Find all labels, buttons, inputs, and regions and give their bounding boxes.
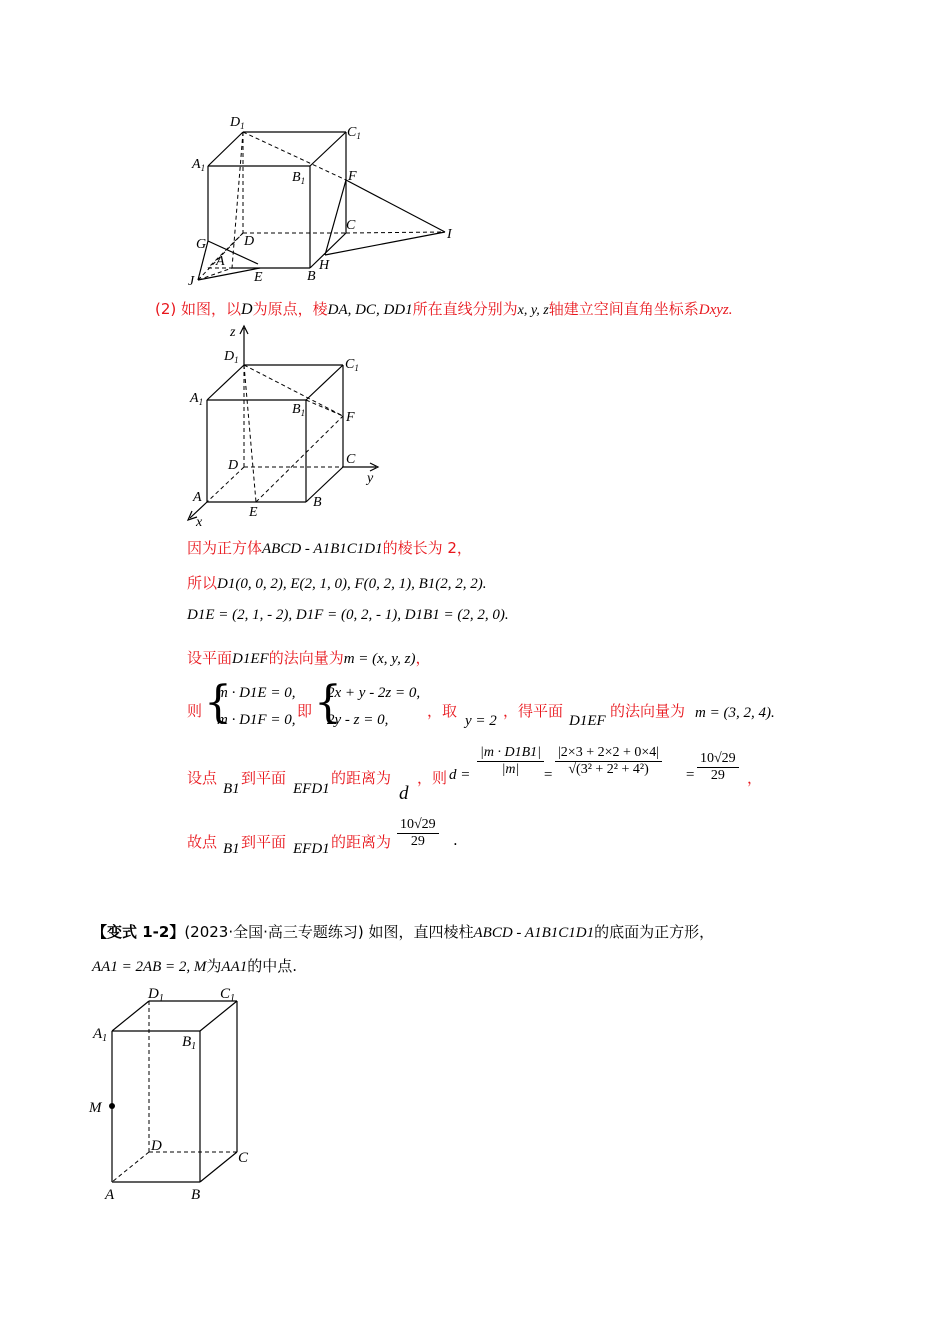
label-D1: $D_1$ xyxy=(224,349,239,365)
label-E: E xyxy=(249,505,258,520)
solution-line-3 xyxy=(187,607,509,624)
label-C: C xyxy=(238,1150,249,1166)
point-M xyxy=(109,1103,115,1109)
part2-line xyxy=(155,298,733,319)
sol4-e: ， xyxy=(415,649,431,667)
part2-edges: DA, DC, DD1 xyxy=(327,302,413,318)
sol5-a: 则 xyxy=(187,702,203,720)
sol3: D1E = (2, 1, - 2), D1F = (0, 2, - 1), D1B1 = (2, 2, 0). xyxy=(187,607,509,623)
variant-rest: 的底面为正方形， xyxy=(594,923,715,941)
sol6-eq2: = xyxy=(685,767,696,783)
frac2-den: √(3² + 2² + 4²) xyxy=(568,762,649,777)
sol6-h: d = xyxy=(449,767,471,783)
label-B1: $B_1$ xyxy=(292,170,306,186)
label-B1: $B_1$ xyxy=(292,402,306,418)
figure-prism xyxy=(85,980,265,1205)
label-C1: $C_1$ xyxy=(347,125,361,141)
sol6-a: 设点 xyxy=(187,769,218,787)
variant-prism: ABCD - A1B1C1D1 xyxy=(473,925,595,941)
label-H: H xyxy=(319,258,330,273)
sol6-g: ，则 xyxy=(417,769,448,787)
label-D: D xyxy=(244,234,255,249)
sol6-c: 到平面 xyxy=(241,769,287,787)
frac-3 xyxy=(697,751,739,784)
part2-intro4: 轴建立空间直角坐标系 xyxy=(548,300,699,318)
sol5-e: ，得平面 xyxy=(503,702,564,720)
label-C1: $C_1$ xyxy=(345,357,359,373)
frac-4 xyxy=(397,817,439,850)
label-F: F xyxy=(346,410,355,425)
label-E: E xyxy=(254,270,263,285)
figure-cube-coordinates xyxy=(180,320,390,530)
label-x: x xyxy=(196,515,203,530)
sol4-b: D1EF xyxy=(232,651,269,667)
label-D: D xyxy=(151,1138,162,1154)
sol5-g: 的法向量为 xyxy=(610,702,686,720)
label-A1: $A_1$ xyxy=(93,1026,108,1044)
sol4-c: 的法向量为 xyxy=(268,649,344,667)
frac3-num: 10√29 xyxy=(697,751,739,768)
part2-origin: D xyxy=(241,301,253,318)
sol5-f: D1EF xyxy=(569,713,606,729)
variant-line-2 xyxy=(92,955,297,976)
sol6-f: d xyxy=(399,783,409,804)
label-J: J xyxy=(188,274,195,289)
sol5-c: ，取 xyxy=(427,702,458,720)
brace-1: { xyxy=(204,677,232,728)
sol4-d: m = (x, y, z) xyxy=(343,651,416,667)
frac1-den: |m| xyxy=(501,762,520,777)
brace-2: { xyxy=(314,677,342,728)
sol2-a: 所以 xyxy=(187,574,218,592)
frac2-num: |2×3 + 2×2 + 0×4| xyxy=(555,745,662,762)
label-D1: $D_1$ xyxy=(148,986,164,1004)
sol5-sys2b: 2y - z = 0, xyxy=(327,712,389,728)
sol5-d: y = 2 xyxy=(465,713,497,729)
label-z: z xyxy=(230,325,236,340)
frac1-num: |m · D1B1| xyxy=(477,745,544,762)
part2-system: Dxyz. xyxy=(698,302,733,318)
sol5-h: m = (3, 2, 4). xyxy=(695,705,775,721)
variant-l2b: 为 xyxy=(206,957,222,975)
variant-tag: 【变式 1-2】 xyxy=(92,923,185,941)
label-A1: $A_1$ xyxy=(192,157,206,173)
part2-axes: x, y, z xyxy=(517,303,549,318)
part2-intro: (2) 如图，以 xyxy=(155,300,242,318)
sol1-c: 的棱长为 2， xyxy=(382,539,472,557)
sol7-d: EFD1 xyxy=(293,841,330,857)
label-B: B xyxy=(191,1187,201,1203)
label-B: B xyxy=(307,269,316,284)
solution-line-4 xyxy=(187,647,431,668)
label-G: G xyxy=(196,237,207,252)
frac4-num: 10√29 xyxy=(397,817,439,834)
sol5-sys1a: m · D1E = 0, xyxy=(217,685,296,701)
label-D1: $D_1$ xyxy=(230,115,245,131)
label-I: I xyxy=(447,227,452,242)
variant-line-1 xyxy=(92,921,714,942)
label-y: y xyxy=(367,471,374,486)
sol5-b: 即 xyxy=(297,702,313,720)
label-A: A xyxy=(105,1187,115,1203)
variant-l2c: AA1 xyxy=(221,959,248,975)
variant-l2a: AA1 = 2AB = 2, M xyxy=(92,959,207,975)
sol7-a: 故点 xyxy=(187,833,218,851)
sol5-sys1b: m · D1F = 0, xyxy=(217,712,296,728)
sol7-e: 的距离为 xyxy=(331,833,392,851)
label-A1: $A_1$ xyxy=(190,391,204,407)
solution-line-1 xyxy=(187,537,472,558)
sol7-end: . xyxy=(453,831,458,849)
sol6-end: ， xyxy=(747,769,763,787)
frac4-den: 29 xyxy=(410,834,425,849)
sol6-e: 的距离为 xyxy=(331,769,392,787)
label-C: C xyxy=(346,452,356,467)
sol6-b: B1 xyxy=(223,781,240,797)
frac-1 xyxy=(477,745,544,778)
label-D: D xyxy=(228,458,239,473)
label-A: A xyxy=(216,254,225,269)
variant-source: (2023·全国·高三专题练习) 如图，直四棱柱 xyxy=(184,923,474,941)
label-C: C xyxy=(346,218,356,233)
sol6-d: EFD1 xyxy=(293,781,330,797)
label-C1: $C_1$ xyxy=(220,986,236,1004)
sol1-a: 因为正方体 xyxy=(187,539,263,557)
frac-2 xyxy=(555,745,662,778)
sol1-b: ABCD - A1B1C1D1 xyxy=(262,541,383,557)
label-B1: $B_1$ xyxy=(182,1034,197,1052)
sol6-eq1: = xyxy=(543,767,554,783)
sol5-sys2a: 2x + y - 2z = 0, xyxy=(327,685,421,701)
part2-intro3: 所在直线分别为 xyxy=(412,300,518,318)
label-F: F xyxy=(348,169,357,184)
label-M: M xyxy=(89,1100,102,1116)
figure-cube-extended xyxy=(180,108,470,293)
label-A: A xyxy=(193,490,202,505)
solution-line-2 xyxy=(187,572,487,593)
sol2-b: D1(0, 0, 2), E(2, 1, 0), F(0, 2, 1), B1(2, 2, 2). xyxy=(217,576,487,592)
sol7-b: B1 xyxy=(223,841,240,857)
part2-intro2: 为原点，棱 xyxy=(252,300,328,318)
label-B: B xyxy=(313,495,322,510)
sol4-a: 设平面 xyxy=(187,649,233,667)
frac3-den: 29 xyxy=(710,768,725,783)
sol7-c: 到平面 xyxy=(241,833,287,851)
variant-l2d: 的中点. xyxy=(247,957,298,975)
